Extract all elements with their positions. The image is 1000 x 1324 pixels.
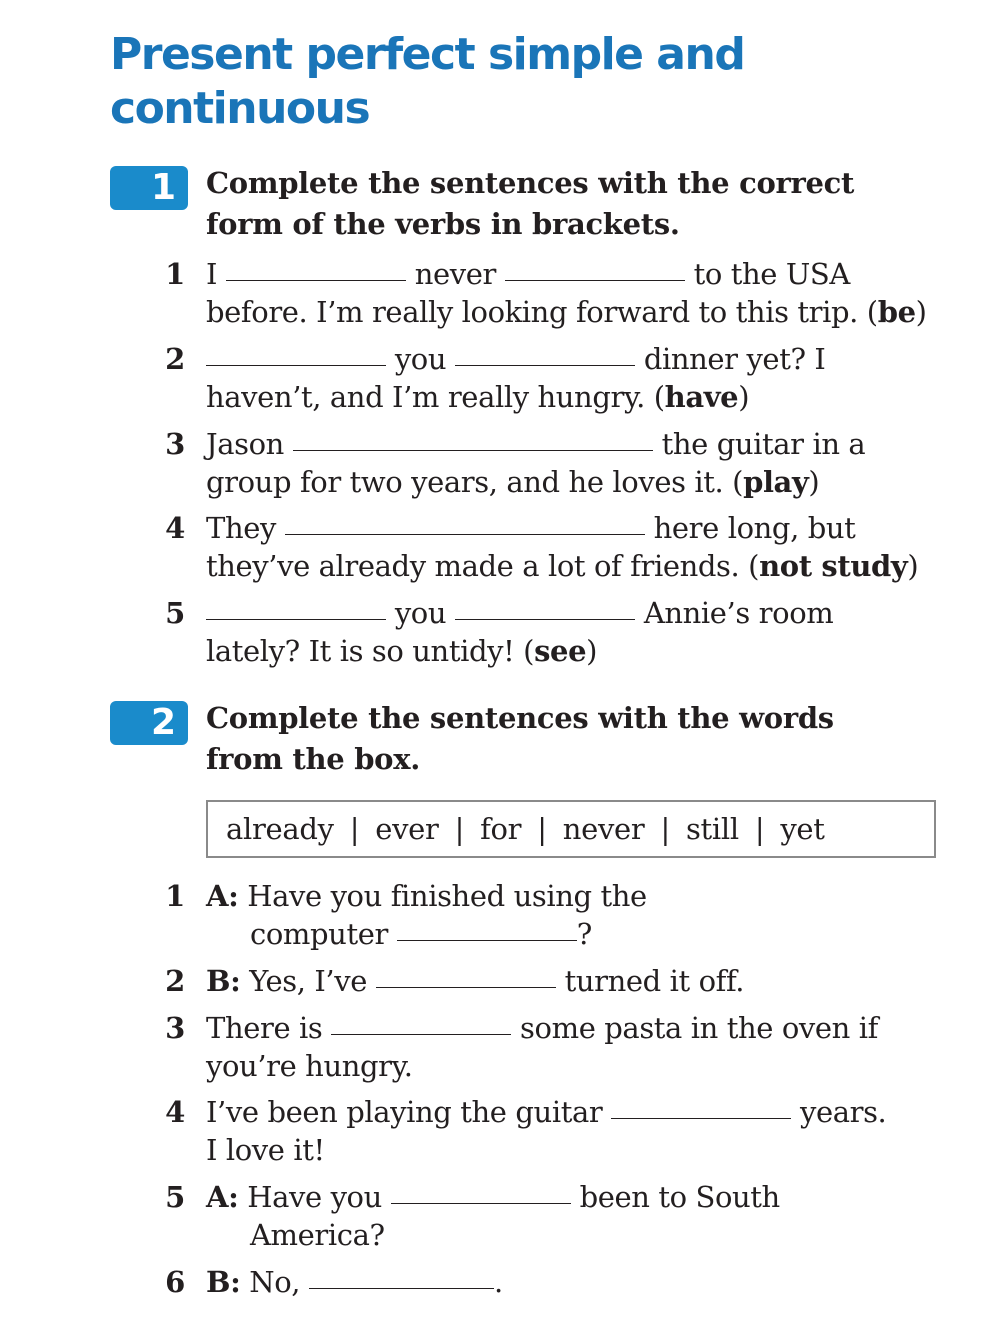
answer-blank[interactable] [391, 1202, 571, 1204]
answer-blank[interactable] [505, 279, 685, 281]
answer-blank[interactable] [206, 364, 386, 366]
answer-blank[interactable] [285, 533, 645, 535]
item-number: 2 [165, 342, 185, 376]
box-word: never [562, 812, 645, 846]
item-number: 1 [165, 257, 185, 291]
answer-blank[interactable] [331, 1033, 511, 1035]
box-word: still [685, 812, 739, 846]
word-separator: | [454, 812, 465, 846]
title-line-1: Present perfect simple and [110, 29, 745, 80]
item-number: 1 [165, 879, 185, 913]
verb-hint: not study [759, 549, 908, 583]
item-number: 3 [165, 427, 185, 461]
answer-blank[interactable] [611, 1117, 791, 1119]
item-number: 5 [165, 596, 185, 630]
verb-hint: be [877, 295, 916, 329]
verb-hint: play [743, 465, 809, 499]
speaker-label: B: [206, 964, 241, 998]
item-number: 5 [165, 1180, 185, 1214]
answer-blank[interactable] [293, 449, 653, 451]
instruction-line: Complete the sentences with the correct [206, 166, 855, 200]
instruction-line: Complete the sentences with the words [206, 701, 834, 735]
verb-hint: see [534, 634, 587, 668]
answer-blank[interactable] [309, 1287, 494, 1289]
instruction-line: form of the verbs in brackets. [206, 207, 680, 241]
answer-blank[interactable] [455, 364, 635, 366]
speaker-label: A: [206, 879, 239, 913]
word-separator: | [754, 812, 765, 846]
word-separator: | [537, 812, 547, 846]
word-box [206, 800, 936, 858]
box-word: already [226, 812, 334, 846]
word-separator: | [349, 812, 360, 846]
word-separator: | [660, 812, 670, 846]
title-line-2: continuous [110, 83, 370, 134]
box-word: yet [780, 812, 825, 846]
exercise-instruction [206, 163, 966, 245]
item-number: 6 [165, 1265, 185, 1299]
item-number: 4 [165, 511, 185, 545]
verb-hint: have [664, 380, 739, 414]
item-number: 2 [165, 964, 185, 998]
answer-blank[interactable] [206, 618, 386, 620]
item-number: 3 [165, 1011, 185, 1045]
speaker-label: B: [206, 1265, 241, 1299]
answer-blank[interactable] [455, 618, 635, 620]
answer-blank[interactable] [376, 986, 556, 988]
exercise-number-badge: 1 [110, 166, 188, 210]
exercise-number-badge: 2 [110, 701, 188, 745]
item-number: 4 [165, 1095, 185, 1129]
box-word: for [480, 812, 522, 846]
answer-blank[interactable] [397, 939, 577, 941]
box-word: ever [375, 812, 439, 846]
speaker-label: A: [206, 1180, 239, 1214]
page-title [110, 28, 910, 136]
answer-blank[interactable] [226, 279, 406, 281]
instruction-line: from the box. [206, 742, 421, 776]
exercise-instruction [206, 698, 966, 780]
